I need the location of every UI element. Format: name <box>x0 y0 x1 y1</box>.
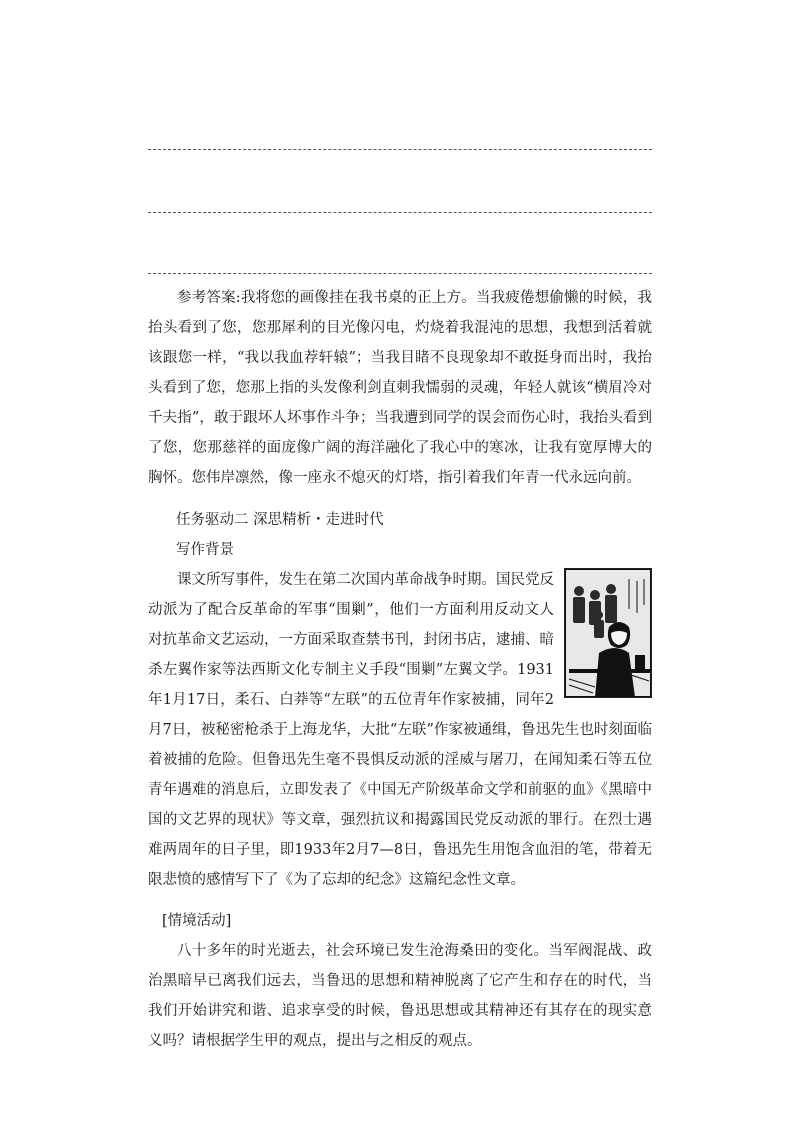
writing-background-text: 课文所写事件，发生在第二次国内革命战争时期。国民党反动派为了配合反革命的军事“围剿”，他们一方面利用反动文人对抗革命文艺运动，一方面采取查禁书刊，封闭书店，逮捕、暗杀左翼作家等法西斯文化专制主义手段“围剿”左翼文学。1931年1月17日，柔石、白莽等“左联”的五位青年作家被捕，同年2月7日，被秘密枪杀于上海龙华，大批“左联”作家被通缉，鲁迅先生也时刻面临着被捕的危险。但鲁迅先生毫不畏惧反动派的淫威与屠刀，在闻知柔石等五位青年遇难的消息后，立即发表了《中国无产阶级革命文学和前驱的血》《黑暗中国的文艺界的现状》等文章，强烈抗议和揭露国民党反动派的罪行。在烈士遇难两周年的日子里，即1933年2月7—8日，鲁迅先生用饱含血泪的笔，带着无限悲愤的感情写下了《为了忘却的纪念》这篇纪念性文章。 <box>148 572 652 888</box>
answer-blank-line-3 <box>148 273 652 274</box>
reference-answer <box>148 283 652 493</box>
activity-block <box>148 936 652 1056</box>
reference-answer-text: 我将您的画像挂在我书桌的正上方。当我疲倦想偷懒的时候，我抬头看到了您，您那犀利的目光像闪电，灼烧着我混沌的思想，我想到活着就该跟您一样，“我以我血荐轩辕”；当我目睹不良现象却不敢挺身而出时，我抬头看到了您，您那上指的头发像利剑直刺我懦弱的灵魂，年轻人就该“横眉冷对千夫指”，敢于跟坏人坏事作斗争；当我遭到同学的误会而伤心时，我抬头看到了您，您那慈祥的面庞像广阔的海洋融化了我心中的寒冰，让我有宽厚博大的胸怀。您伟岸凛然，像一座永不熄灭的灯塔，指引着我们年青一代永远向前。 <box>148 290 652 486</box>
lu-xun-woodcut-illustration <box>564 568 652 698</box>
answer-blank-line-2 <box>148 212 652 213</box>
reference-answer-paragraph <box>148 283 652 493</box>
activity-title: [情境活动] <box>162 913 232 929</box>
section-title: 任务驱动二 深思精析・走进时代 <box>176 512 384 528</box>
section-subtitle: 写作背景 <box>176 542 234 558</box>
activity-text: 八十多年的时光逝去，社会环境已发生沧海桑田的变化。当军阀混战、政治黑暗早已离我们远去，当鲁迅的思想和精神脱离了它产生和存在的时代，当我们开始讲究和谐、追求享受的时候，鲁迅思想或其精神还有其存在的现实意义吗？请根据学生甲的观点，提出与之相反的观点。 <box>148 943 652 1049</box>
answer-blank-line-1 <box>148 149 652 150</box>
reference-answer-label: 参考答案: <box>177 290 241 306</box>
writing-background <box>148 565 652 895</box>
